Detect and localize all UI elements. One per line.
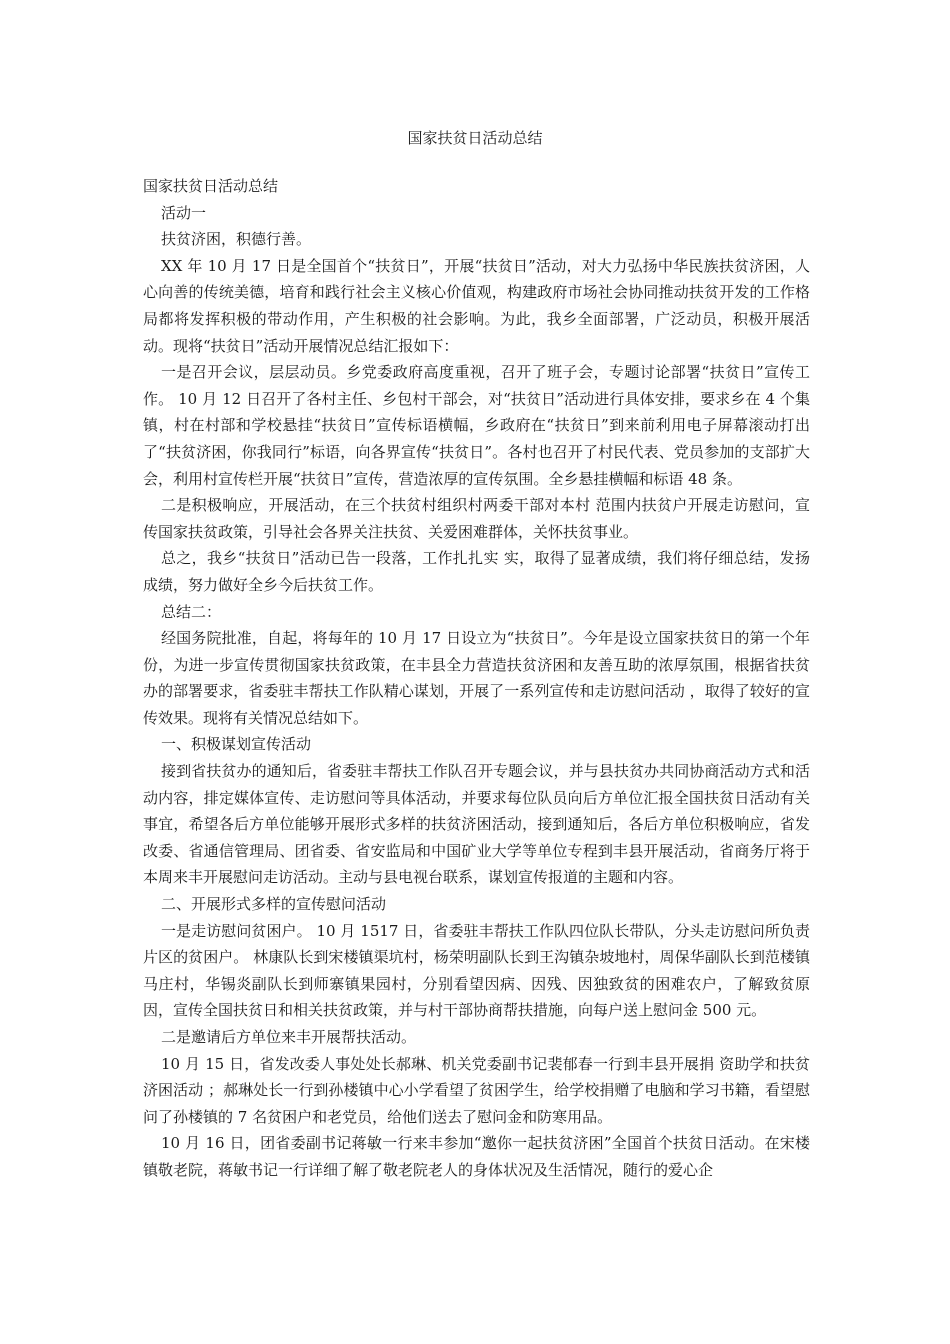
body-paragraph: 二是邀请后方单位来丰开展帮扶活动。 (161, 1028, 417, 1046)
body-paragraph: 国家扶贫日活动总结 (143, 177, 279, 195)
body-paragraph: 10 月 15 日，省发改委人事处处长郝琳、机关党委副书记裴郁春一行到丰县开展捐 资助学和扶贫济困活动 ；郝琳处长一行到孙楼镇中心小学看望了贫困学生，给学校捐赠了电脑和学习书籍，看望慰问了孙楼镇的 7 名贫困户和老党员，给他们送去了慰问金和防寒用品。 (143, 1054, 810, 1126)
document-body (143, 173, 810, 1184)
body-paragraph: 活动一 (161, 203, 207, 222)
body-paragraph: 二是积极响应，开展活动，在三个扶贫村组织村两委干部对本村 范围内扶贫户开展走访慰问，宣传国家扶贫政策，引导社会各界关注扶贫、关爱困难群体，关怀扶贫事业。 (143, 496, 810, 541)
body-paragraph: 经国务院批准，自起，将每年的 10 月 17 日设立为“扶贫日”。今年是设立国家扶贫日的第一个年份，为进一步宣传贯彻国家扶贫政策，在丰县全力营造扶贫济困和友善互助的浓厚氛围，根据省扶贫办的部署要求，省委驻丰帮扶工作队精心谋划，开展了一系列宣传和走访慰问活动 ，取得了较好的宣传效果。现将有关情况总结如下。 (143, 629, 810, 727)
document-title: 国家扶贫日活动总结 (407, 129, 543, 147)
body-paragraph: 二、开展形式多样的宣传慰问活动 (161, 895, 387, 914)
body-paragraph: 10 月 16 日，团省委副书记蒋敏一行来丰参加“邀你一起扶贫济困”全国首个扶贫日活动。在宋楼镇敬老院，蒋敏书记一行详细了解了敬老院老人的身体状况及生活情况，随行的爱心企 (143, 1134, 810, 1179)
body-paragraph: 总结二： (161, 602, 222, 621)
body-paragraph: 一、积极谋划宣传活动 (161, 735, 312, 754)
body-paragraph: XX 年 10 月 17 日是全国首个“扶贫日”，开展“扶贫日”活动，对大力弘扬中华民族扶贫济困，人心向善的传统美德，培育和践行社会主义核心价值观，构建政府市场社会协同推动扶贫开发的工作格局都将发挥积极的带动作用，产生积极的社会影响。为此，我乡全面部署，广泛动员，积极开展活动。现将“扶贫日”活动开展情况总结汇报如下： (143, 256, 810, 355)
body-paragraph: 扶贫济困，积德行善。 (161, 230, 312, 249)
body-paragraph: 接到省扶贫办的通知后，省委驻丰帮扶工作队召开专题会议，并与县扶贫办共同协商活动方式和活动内容，排定媒体宣传、走访慰问等具体活动，并要求每位队员向后方单位汇报全国扶贫日活动有关事宜，希望各后方单位能够开展形式多样的扶贫济困活动，接到通知后，各后方单位积极响应，省发改委、省通信管理局、团省委、省安监局和中国矿业大学等单位专程到丰县开展活动，省商务厅将于本周来丰开展慰问走访活动。主动与县电视台联系，谋划宣传报道的主题和内容。 (143, 762, 810, 887)
body-paragraph: 一是召开会议，层层动员。乡党委政府高度重视，召开了班子会，专题讨论部署“扶贫日”宣传工作。 10 月 12 日召开了各村主任、乡包村干部会，对“扶贫日”活动进行具体安排，要求乡在 4 个集镇，村在村部和学校悬挂“扶贫日”宣传标语横幅，乡政府在“扶贫日”到来前利用电子屏幕滚动打出了“扶贫济困，你我同行”标语，向各界宣传“扶贫日”。各村也召开了村民代表、党员参加的支部扩大会，利用村宣传栏开展“扶贫日”宣传，营造浓厚的宣传氛围。全乡悬挂横幅和标语 48 条。 (143, 363, 810, 488)
body-paragraph: 一是走访慰问贫困户。 10 月 1517 日，省委驻丰帮扶工作队四位队长带队，分头走访慰问所负责片区的贫困户。 林康队长到宋楼镇渠坑村，杨荣明副队长到王沟镇杂坡地村，周保华副队长到范楼镇马庄村，华锡炎副队长到师寨镇果园村，分别看望因病、因残、因独致贫的困难农户，了解致贫原因，宣传全国扶贫日和相关扶贫政策，并与村干部协商帮扶措施，向每户送上慰问金 500 元。 (143, 921, 810, 1020)
body-paragraph: 总之，我乡“扶贫日”活动已告一段落，工作扎扎实 实，取得了显著成绩，我们将仔细总结，发扬成绩，努力做好全乡今后扶贫工作。 (143, 549, 810, 594)
